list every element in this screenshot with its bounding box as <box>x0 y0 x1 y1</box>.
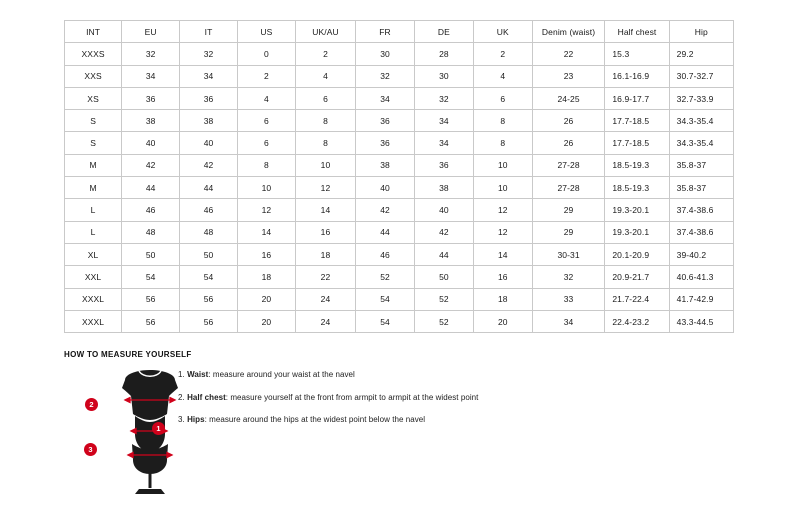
cell-int: S <box>65 132 122 154</box>
cell-it: 44 <box>180 177 238 199</box>
cell-eu: 42 <box>122 154 180 176</box>
cell-uk-au: 16 <box>295 221 355 243</box>
column-header-denim-waist: Denim (waist) <box>532 21 605 43</box>
column-header-eu: EU <box>122 21 180 43</box>
table-row <box>65 87 734 109</box>
step-index-1: 1. <box>178 370 185 379</box>
table-row <box>65 288 734 310</box>
cell-uk: 14 <box>473 243 532 265</box>
cell-fr: 32 <box>356 65 415 87</box>
column-header-int: INT <box>65 21 122 43</box>
cell-hip: 41.7-42.9 <box>669 288 733 310</box>
cell-hip: 39-40.2 <box>669 243 733 265</box>
cell-de: 36 <box>414 154 473 176</box>
cell-denim-waist: 23 <box>532 65 605 87</box>
column-header-half-chest: Half chest <box>605 21 669 43</box>
cell-hip: 35.8-37 <box>669 154 733 176</box>
cell-int: XS <box>65 87 122 109</box>
cell-fr: 30 <box>356 43 415 65</box>
cell-de: 34 <box>414 110 473 132</box>
cell-it: 56 <box>180 288 238 310</box>
cell-us: 8 <box>237 154 295 176</box>
cell-de: 52 <box>414 310 473 332</box>
cell-denim-waist: 30-31 <box>532 243 605 265</box>
cell-eu: 50 <box>122 243 180 265</box>
cell-it: 46 <box>180 199 238 221</box>
cell-denim-waist: 29 <box>532 199 605 221</box>
cell-uk: 12 <box>473 221 532 243</box>
cell-uk: 2 <box>473 43 532 65</box>
cell-int: XXL <box>65 266 122 288</box>
cell-uk-au: 22 <box>295 266 355 288</box>
cell-uk-au: 24 <box>295 288 355 310</box>
cell-de: 44 <box>414 243 473 265</box>
measure-step-waist <box>178 369 598 380</box>
cell-int: L <box>65 199 122 221</box>
cell-uk-au: 4 <box>295 65 355 87</box>
cell-half-chest: 17.7-18.5 <box>605 132 669 154</box>
cell-denim-waist: 29 <box>532 221 605 243</box>
measure-marker-1: 1 <box>152 422 165 435</box>
measure-step-hips <box>178 414 598 425</box>
cell-uk-au: 8 <box>295 132 355 154</box>
cell-eu: 48 <box>122 221 180 243</box>
cell-half-chest: 16.9-17.7 <box>605 87 669 109</box>
cell-fr: 38 <box>356 154 415 176</box>
cell-uk: 8 <box>473 132 532 154</box>
cell-denim-waist: 34 <box>532 310 605 332</box>
cell-half-chest: 20.9-21.7 <box>605 266 669 288</box>
cell-half-chest: 18.5-19.3 <box>605 177 669 199</box>
column-header-us: US <box>237 21 295 43</box>
cell-uk-au: 10 <box>295 154 355 176</box>
cell-fr: 54 <box>356 310 415 332</box>
measure-marker-3: 3 <box>84 443 97 456</box>
cell-uk-au: 18 <box>295 243 355 265</box>
step-term-waist: Waist <box>187 370 209 379</box>
cell-denim-waist: 26 <box>532 132 605 154</box>
cell-fr: 36 <box>356 110 415 132</box>
cell-denim-waist: 24-25 <box>532 87 605 109</box>
cell-uk: 8 <box>473 110 532 132</box>
cell-us: 6 <box>237 132 295 154</box>
cell-us: 16 <box>237 243 295 265</box>
cell-us: 20 <box>237 310 295 332</box>
cell-half-chest: 19.3-20.1 <box>605 199 669 221</box>
step-term-hips: Hips <box>187 415 205 424</box>
cell-uk: 16 <box>473 266 532 288</box>
cell-uk-au: 2 <box>295 43 355 65</box>
cell-de: 32 <box>414 87 473 109</box>
cell-int: XXXL <box>65 310 122 332</box>
column-header-hip: Hip <box>669 21 733 43</box>
cell-us: 20 <box>237 288 295 310</box>
cell-it: 40 <box>180 132 238 154</box>
cell-eu: 56 <box>122 310 180 332</box>
cell-int: XXXS <box>65 43 122 65</box>
measure-step-half-chest <box>178 392 598 403</box>
cell-eu: 44 <box>122 177 180 199</box>
cell-de: 50 <box>414 266 473 288</box>
cell-uk-au: 12 <box>295 177 355 199</box>
table-row <box>65 132 734 154</box>
cell-it: 48 <box>180 221 238 243</box>
cell-uk: 4 <box>473 65 532 87</box>
cell-it: 50 <box>180 243 238 265</box>
cell-fr: 44 <box>356 221 415 243</box>
cell-us: 6 <box>237 110 295 132</box>
cell-denim-waist: 32 <box>532 266 605 288</box>
cell-eu: 34 <box>122 65 180 87</box>
cell-denim-waist: 22 <box>532 43 605 65</box>
cell-denim-waist: 27-28 <box>532 177 605 199</box>
cell-de: 34 <box>414 132 473 154</box>
cell-fr: 36 <box>356 132 415 154</box>
cell-de: 38 <box>414 177 473 199</box>
cell-eu: 40 <box>122 132 180 154</box>
table-row <box>65 110 734 132</box>
cell-hip: 43.3-44.5 <box>669 310 733 332</box>
cell-half-chest: 18.5-19.3 <box>605 154 669 176</box>
cell-int: XXXL <box>65 288 122 310</box>
cell-int: XL <box>65 243 122 265</box>
cell-de: 52 <box>414 288 473 310</box>
cell-int: M <box>65 177 122 199</box>
measure-marker-2: 2 <box>85 398 98 411</box>
cell-uk: 12 <box>473 199 532 221</box>
cell-half-chest: 15.3 <box>605 43 669 65</box>
cell-half-chest: 22.4-23.2 <box>605 310 669 332</box>
cell-eu: 46 <box>122 199 180 221</box>
table-row <box>65 65 734 87</box>
step-index-2: 2. <box>178 392 185 402</box>
cell-it: 36 <box>180 87 238 109</box>
cell-uk-au: 6 <box>295 87 355 109</box>
cell-eu: 36 <box>122 87 180 109</box>
cell-uk-au: 8 <box>295 110 355 132</box>
cell-us: 2 <box>237 65 295 87</box>
step-index-3: 3. <box>178 415 185 424</box>
cell-us: 14 <box>237 221 295 243</box>
table-row <box>65 266 734 288</box>
cell-fr: 52 <box>356 266 415 288</box>
cell-uk: 20 <box>473 310 532 332</box>
cell-uk: 6 <box>473 87 532 109</box>
cell-eu: 54 <box>122 266 180 288</box>
cell-uk: 18 <box>473 288 532 310</box>
step-term-half-chest: Half chest <box>187 392 226 402</box>
cell-it: 42 <box>180 154 238 176</box>
cell-int: M <box>65 154 122 176</box>
cell-it: 32 <box>180 43 238 65</box>
cell-eu: 56 <box>122 288 180 310</box>
cell-fr: 42 <box>356 199 415 221</box>
how-to-measure-title: HOW TO MEASURE YOURSELF <box>64 350 192 359</box>
cell-it: 56 <box>180 310 238 332</box>
table-row <box>65 310 734 332</box>
cell-uk-au: 24 <box>295 310 355 332</box>
table-row <box>65 243 734 265</box>
column-header-fr: FR <box>356 21 415 43</box>
cell-hip: 40.6-41.3 <box>669 266 733 288</box>
cell-fr: 40 <box>356 177 415 199</box>
cell-denim-waist: 27-28 <box>532 154 605 176</box>
cell-uk: 10 <box>473 154 532 176</box>
cell-hip: 30.7-32.7 <box>669 65 733 87</box>
table-row <box>65 199 734 221</box>
cell-int: L <box>65 221 122 243</box>
cell-us: 10 <box>237 177 295 199</box>
cell-de: 28 <box>414 43 473 65</box>
cell-hip: 34.3-35.4 <box>669 110 733 132</box>
cell-it: 38 <box>180 110 238 132</box>
cell-int: XXS <box>65 65 122 87</box>
table-row <box>65 154 734 176</box>
cell-half-chest: 21.7-22.4 <box>605 288 669 310</box>
column-header-uk-au: UK/AU <box>295 21 355 43</box>
cell-it: 54 <box>180 266 238 288</box>
table-row <box>65 177 734 199</box>
cell-de: 30 <box>414 65 473 87</box>
measure-steps <box>178 369 598 437</box>
cell-eu: 38 <box>122 110 180 132</box>
cell-denim-waist: 33 <box>532 288 605 310</box>
cell-eu: 32 <box>122 43 180 65</box>
cell-us: 18 <box>237 266 295 288</box>
cell-half-chest: 19.3-20.1 <box>605 221 669 243</box>
cell-uk: 10 <box>473 177 532 199</box>
cell-it: 34 <box>180 65 238 87</box>
step-text-waist: : measure around your waist at the navel <box>208 370 355 379</box>
cell-hip: 32.7-33.9 <box>669 87 733 109</box>
cell-fr: 54 <box>356 288 415 310</box>
cell-half-chest: 17.7-18.5 <box>605 110 669 132</box>
cell-half-chest: 16.1-16.9 <box>605 65 669 87</box>
step-text-hips: : measure around the hips at the widest point below the navel <box>204 415 426 424</box>
cell-uk-au: 14 <box>295 199 355 221</box>
cell-de: 40 <box>414 199 473 221</box>
table-row <box>65 43 734 65</box>
cell-hip: 29.2 <box>669 43 733 65</box>
column-header-uk: UK <box>473 21 532 43</box>
cell-de: 42 <box>414 221 473 243</box>
cell-fr: 46 <box>356 243 415 265</box>
table-header-row <box>65 21 734 43</box>
cell-hip: 34.3-35.4 <box>669 132 733 154</box>
cell-fr: 34 <box>356 87 415 109</box>
size-chart-table <box>64 20 734 333</box>
cell-hip: 37.4-38.6 <box>669 199 733 221</box>
cell-hip: 35.8-37 <box>669 177 733 199</box>
cell-us: 12 <box>237 199 295 221</box>
cell-half-chest: 20.1-20.9 <box>605 243 669 265</box>
cell-hip: 37.4-38.6 <box>669 221 733 243</box>
cell-int: S <box>65 110 122 132</box>
column-header-it: IT <box>180 21 238 43</box>
step-text-half-chest: : measure yourself at the front from armpit to armpit at the widest point <box>225 392 479 402</box>
cell-denim-waist: 26 <box>532 110 605 132</box>
table-row <box>65 221 734 243</box>
column-header-de: DE <box>414 21 473 43</box>
cell-us: 4 <box>237 87 295 109</box>
cell-us: 0 <box>237 43 295 65</box>
